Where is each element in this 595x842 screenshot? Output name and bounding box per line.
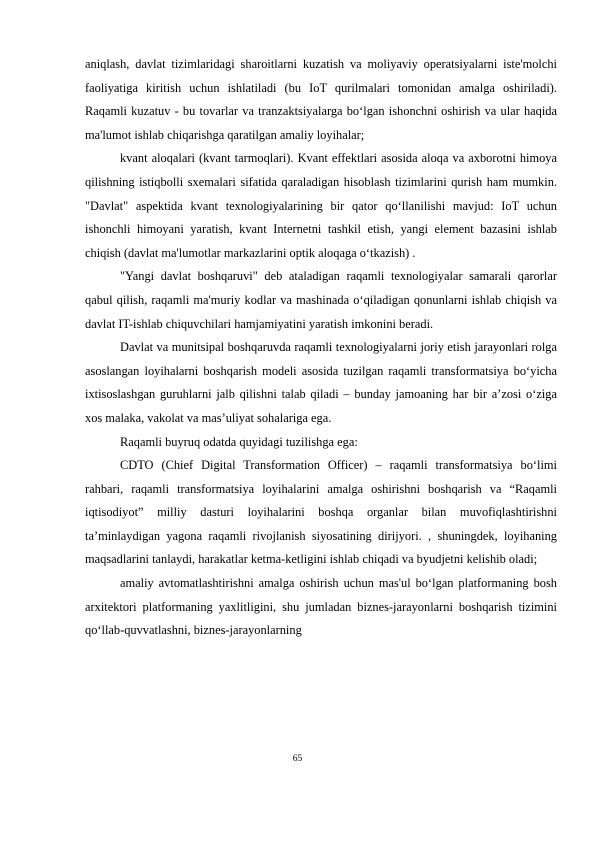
paragraph-4: Davlat va munitsipal boshqaruvda raqamli texnologiyalarni joriy etish jarayonlari rolga asoslangan loyihalarni boshqarish modeli asosida tuzilgan raqamli transformatsiya bo‘yicha ixtisoslashgan guruhlarni jalb qilishni talab qiladi – bunday jamoaning har bir a’zosi o‘ziga xos malaka, vakolat va mas’uliyat sohalariga ega. (85, 340, 557, 425)
page-number: 65 (292, 754, 303, 764)
paragraph-1: aniqlash, davlat tizimlaridagi sharoitlarni kuzatish va moliyaviy operatsiyalarni iste'molchi faoliyatiga kiritish uchun ishlatiladi (bu IoT qurilmalari tomonidan amalga oshiriladi). Raqamli kuzatuv - bu tovarlar va tranzaktsiyalarga bo‘lgan ishonchni oshirish va ular haqida ma'lumot ishlab chiqarishga qaratilgan amaliy loyihalar; (85, 57, 557, 142)
paragraph-6: CDTO (Chief Digital Transformation Officer) – raqamli transformatsiya bo‘limi rahbari, raqamli transformatsiya loyihalarini amalga oshirishni boshqarish va “Raqamli iqtisodiyot” milliy dasturi loyihalarini boshqa organlar bilan muvofiqlashtirishni ta’minlaydigan yagona raqamli rivojlanish siyosatining dirijyori. , shuningdek, loyihaning maqsadlarini tanlaydi, harakatlar ketma-ketligini ishlab chiqadi va byudjetni kelishib oladi; (85, 458, 557, 567)
page-body (85, 53, 557, 643)
paragraph-5: Raqamli buyruq odatda quyidagi tuzilishga ega: (120, 434, 358, 449)
paragraph-3: "Yangi davlat boshqaruvi" deb ataladigan raqamli texnologiyalar samarali qarorlar qabul qilish, raqamli ma'muriy kodlar va mashinada o‘qiladigan qonunlarni ishlab chiqish va davlat IT-ishlab chiquvchilari hamjamiyatini yaratish imkonini beradi. (85, 269, 557, 331)
paragraph-2: kvant aloqalari (kvant tarmoqlari). Kvant effektlari asosida aloqa va axborotni himoya qilishning istiqbolli sxemalari sifatida qaraladigan hisoblash tizimlarini qurish ham mumkin. "Davlat" aspektida kvant texnologiyalarining bir qator qo‘llanilishi mavjud: IoT uchun ishonchli himoyani yaratish, kvant Internetni tashkil etish, yangi element bazasini ishlab chiqish (davlat ma'lumotlar markazlarini optik aloqaga o‘tkazish) . (85, 151, 557, 260)
paragraph-7: amaliy avtomatlashtirishni amalga oshirish uchun mas'ul bo‘lgan platformaning bosh arxitektori platformaning yaxlitligini, shu jumladan biznes-jarayonlarni boshqarish tizimini qo‘llab-quvvatlashni, biznes-jarayonlarning (85, 576, 557, 638)
